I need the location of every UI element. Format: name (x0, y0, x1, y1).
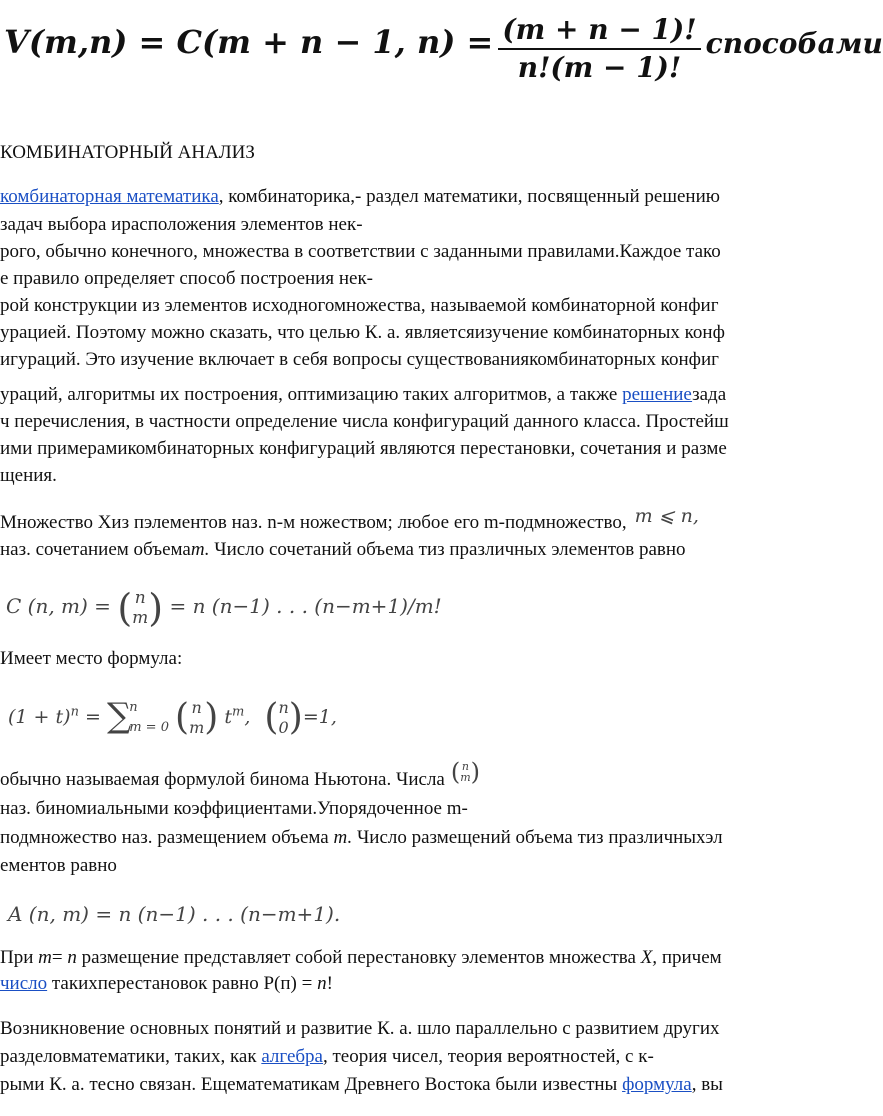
link-formula[interactable]: формула (622, 1074, 692, 1095)
p1-line-11: щения. (0, 465, 57, 486)
p1-line-5: рой конструкции из элементов исходногомножества, называемой комбинаторной конфиг (0, 295, 719, 316)
p2-line-2: наз. сочетанием объемат. Число сочетаний объема тиз празличных элементов равно (0, 539, 686, 560)
link-number[interactable]: число (0, 973, 48, 994)
formula-top-suffix: способами (705, 27, 883, 60)
formula-top-denominator: n!(m − 1)! (517, 50, 682, 84)
p1-line-7: игураций. Это изучение включает в себя вопросы существованиякомбинаторных конфиг (0, 349, 719, 370)
link-solution[interactable]: решение (622, 384, 693, 405)
formula-top-fraction (498, 12, 700, 86)
p4-line-1: обычно называемая формулой бинома Ньютона. Числа ( n m ) (0, 758, 481, 790)
section-heading: КОМБИНАТОРНЫЙ АНАЛИЗ (0, 142, 255, 163)
formula-c-rhs: = n (n−1) . . . (n−m+1)/m! (169, 594, 442, 618)
formula-top-numerator: (m + n − 1)! (498, 12, 700, 50)
p4-line-2: наз. биномиальными коэффициентами.Упорядоченное m- (0, 798, 468, 819)
p6-line-2: разделовматематики, таких, как алгебра, теория чисел, теория вероятностей, с к- (0, 1046, 654, 1067)
p1-line-9: ч перечисления, в частности определение числа конфигураций данного класса. Простейш (0, 411, 729, 432)
p1-line-1: комбинаторная математика, комбинаторика,- раздел математики, посвященный решению (0, 186, 720, 207)
link-combinatorial-math[interactable]: комбинаторная математика (0, 186, 219, 207)
p2-line-1: Множество Хиз пэлементов наз. n-м ножеством; любое его m-подмножество, m ⩽ n, (0, 505, 699, 533)
formula-combinations: C (n, m) = ( n m ) = n (n−1) . . . (n−m+1)/m! (6, 585, 442, 630)
p1-line-10: ими примерамикомбинаторных конфигураций являются перестановки, сочетания и разме (0, 438, 727, 459)
p6-line-3: рыми К. а. тесно связан. Ещематематикам Древнего Востока были известны формула, вы (0, 1074, 723, 1095)
sigma-symbol: ∑ (106, 696, 132, 736)
p4-line-4: ементов равно (0, 855, 117, 876)
formula-arrangements: A (n, m) = n (n−1) . . . (n−m+1). (8, 902, 341, 926)
p1-line-3: рого, обычно конечного, множества в соответствии с заданными правилами.Каждое тако (0, 241, 721, 262)
formula-top-lhs: V(m,n) = C(m + n − 1, n) = (4, 23, 494, 61)
p3-line: Имеет место формула: (0, 648, 183, 669)
formula-c-binom: n m (132, 587, 149, 628)
p1-line-6: урацией. Поэтому можно сказать, что целью К. а. являетсяизучение комбинаторных конф (0, 322, 725, 343)
p4-line-3: подмножество наз. размещением объема т. Число размещений объема тиз празличныхэл (0, 827, 723, 848)
p2-inline-math: m ⩽ n, (634, 505, 699, 527)
p1-line-8: ураций, алгоритмы их построения, оптимизацию таких алгоритмов, а также решениезада (0, 384, 727, 405)
p1-line-2: задач выбора ирасположения элементов нек- (0, 214, 363, 235)
formula-top (4, 2, 883, 82)
formula-c-lhs: C (n, m) = (6, 594, 111, 618)
p5-line-2: число такихперестановок равно Р(п) = п! (0, 973, 333, 994)
p6-line-1: Возникновение основных понятий и развитие К. а. шло параллельно с развитием других (0, 1018, 720, 1039)
link-algebra[interactable]: алгебра (261, 1046, 323, 1067)
formula-binomial: $(1 + t)^n$ = ∑ n m = 0 ( n m ) $t^m$, ( n 0 )=1, (8, 696, 337, 738)
p1-line-4: е правило определяет способ построения нек- (0, 268, 373, 289)
p5-line-1: При т= п размещение представляет собой перестановку элементов множества X, причем (0, 947, 722, 968)
